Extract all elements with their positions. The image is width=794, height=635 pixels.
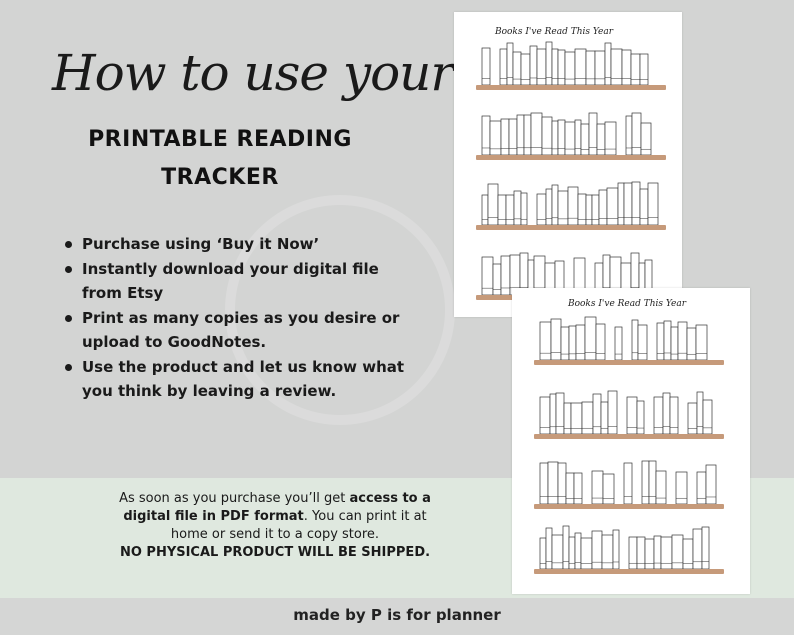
book-outline: [482, 257, 493, 295]
book-outline: [642, 461, 649, 504]
book-outline: [640, 189, 648, 225]
book-outline: [569, 326, 576, 360]
book-outline: [558, 120, 565, 155]
book-outline: [500, 49, 507, 85]
book-outline: [558, 191, 568, 225]
book-outline: [509, 119, 517, 155]
book-outline: [576, 325, 585, 360]
book-outline: [531, 113, 542, 155]
book-outline: [506, 195, 514, 225]
shelf-plank: [534, 360, 724, 365]
book-outline: [611, 49, 622, 85]
book-outline: [514, 191, 521, 225]
book-outline: [586, 51, 595, 85]
book-outline: [672, 535, 683, 569]
book-outline: [546, 42, 552, 85]
book-outline: [595, 51, 605, 85]
book-outline: [546, 189, 552, 225]
book-outline: [490, 121, 501, 155]
book-outline: [640, 54, 648, 85]
book-outline: [605, 122, 616, 155]
book-outline: [537, 49, 546, 85]
book-outline: [632, 320, 638, 360]
book-outline: [624, 463, 632, 504]
book-outline: [524, 115, 531, 155]
book-outline: [648, 183, 658, 225]
tracker-preview-sheet-1: [454, 12, 682, 317]
book-outline: [632, 182, 640, 225]
book-outline: [540, 397, 550, 434]
book-outline: [550, 394, 556, 434]
book-outline: [507, 43, 513, 85]
book-outline: [638, 325, 647, 360]
book-outline: [703, 400, 712, 434]
book-outline: [702, 527, 709, 569]
book-outline: [501, 119, 509, 155]
book-outline: [706, 465, 716, 504]
book-outline: [613, 530, 619, 569]
note-part-3: . You can print it at home or send it to a copy store.: [170, 509, 427, 542]
book-outline: [552, 535, 563, 569]
book-outline: [627, 397, 637, 434]
book-outline: [664, 321, 671, 360]
book-outline: [571, 403, 582, 434]
book-outline: [581, 124, 589, 155]
book-outline: [663, 393, 670, 434]
book-outline: [671, 327, 678, 360]
book-outline: [493, 264, 501, 295]
book-outline: [645, 539, 654, 569]
book-outline: [605, 43, 611, 85]
book-outline: [592, 471, 603, 504]
book-outline: [632, 113, 641, 155]
shelf-plank: [476, 85, 666, 90]
book-outline: [629, 537, 637, 569]
book-outline: [637, 537, 645, 569]
book-outline: [563, 526, 569, 569]
book-outline: [513, 52, 521, 85]
note-part-2: access to a digital file in PDF format: [123, 491, 431, 524]
book-outline: [697, 392, 703, 434]
step-item: Purchase using ‘Buy it Now’: [62, 232, 422, 256]
shelf-plank: [476, 225, 666, 230]
book-outline: [693, 529, 702, 569]
book-outline: [540, 322, 551, 360]
book-outline: [565, 122, 575, 155]
book-outline: [596, 324, 605, 360]
book-outline: [552, 121, 558, 155]
footer-credit: made by P is for planner: [293, 606, 501, 624]
step-item: Instantly download your digital file from Etsy: [62, 257, 422, 305]
book-outline: [568, 187, 578, 225]
book-outline: [589, 113, 597, 155]
book-outline: [683, 539, 693, 569]
book-outline: [654, 536, 661, 569]
book-outline: [574, 473, 582, 504]
book-outline: [678, 322, 687, 360]
shelf-plank: [534, 504, 724, 509]
book-outline: [517, 115, 524, 155]
book-outline: [561, 327, 569, 360]
book-outline: [593, 394, 601, 434]
book-outline: [551, 319, 561, 360]
book-outline: [585, 317, 596, 360]
book-outline: [575, 49, 586, 85]
book-outline: [657, 323, 664, 360]
headline-line-2: TRACKER: [161, 165, 279, 190]
book-outline: [696, 325, 707, 360]
book-outline: [656, 471, 666, 504]
book-outline: [624, 183, 632, 225]
book-outline: [552, 185, 558, 225]
book-outline: [599, 190, 607, 225]
headline-script: How to use your: [52, 44, 454, 102]
step-item: Print as many copies as you desire or upload to GoodNotes.: [62, 306, 422, 354]
book-outline: [586, 195, 592, 225]
purchase-note: [105, 490, 445, 562]
book-outline: [558, 463, 566, 504]
step-item: Use the product and let us know what you think by leaving a review.: [62, 355, 422, 403]
book-outline: [537, 194, 546, 225]
book-outline: [654, 397, 663, 434]
book-outline: [521, 193, 527, 225]
shelf-plank: [534, 434, 724, 439]
book-outline: [676, 472, 687, 504]
book-outline: [597, 124, 605, 155]
book-outline: [578, 194, 586, 225]
book-outline: [546, 528, 552, 569]
book-outline: [615, 327, 622, 360]
note-warning: NO PHYSICAL PRODUCT WILL BE SHIPPED.: [119, 545, 431, 560]
book-outline: [592, 195, 599, 225]
note-part-1: As soon as you purchase you’ll get: [119, 491, 350, 506]
book-outline: [558, 50, 565, 85]
book-outline: [601, 402, 608, 434]
book-outline: [641, 123, 651, 155]
book-outline: [602, 535, 613, 569]
book-outline: [569, 537, 575, 569]
book-outline: [521, 54, 530, 85]
book-outline: [582, 402, 593, 434]
book-outline: [575, 533, 581, 569]
book-outline: [581, 538, 592, 569]
book-outline: [540, 538, 546, 569]
book-outline: [540, 463, 548, 504]
book-outline: [575, 120, 581, 155]
book-outline: [556, 393, 564, 434]
book-outline: [688, 403, 697, 434]
steps-list: [62, 232, 422, 404]
book-outline: [637, 401, 644, 434]
book-outline: [649, 461, 656, 504]
book-outline: [482, 48, 490, 85]
book-outline: [565, 52, 575, 85]
book-outline: [687, 328, 696, 360]
book-outline: [498, 195, 506, 225]
book-outline: [592, 531, 602, 569]
book-outline: [530, 46, 537, 85]
book-outline: [603, 474, 614, 504]
tracker-preview-sheet-2: [512, 288, 750, 594]
book-outline: [488, 184, 498, 225]
book-outline: [501, 256, 510, 295]
sheet-title: Books I've Read This Year: [494, 27, 614, 37]
book-outline: [626, 116, 632, 155]
book-outline: [552, 49, 558, 85]
book-outline: [482, 195, 488, 225]
book-outline: [607, 188, 618, 225]
book-outline: [482, 116, 490, 155]
book-outline: [622, 50, 631, 85]
book-outline: [618, 183, 624, 225]
book-outline: [661, 537, 672, 569]
shelf-plank: [534, 569, 724, 574]
shelf-plank: [476, 155, 666, 160]
book-outline: [548, 462, 558, 504]
sheet-title: Books I've Read This Year: [567, 299, 687, 309]
book-outline: [670, 397, 678, 434]
book-outline: [608, 391, 617, 434]
book-outline: [697, 472, 706, 504]
headline-line-1: PRINTABLE READING: [88, 127, 352, 152]
book-outline: [564, 403, 571, 434]
book-outline: [566, 473, 574, 504]
book-outline: [631, 54, 640, 85]
book-outline: [542, 117, 552, 155]
